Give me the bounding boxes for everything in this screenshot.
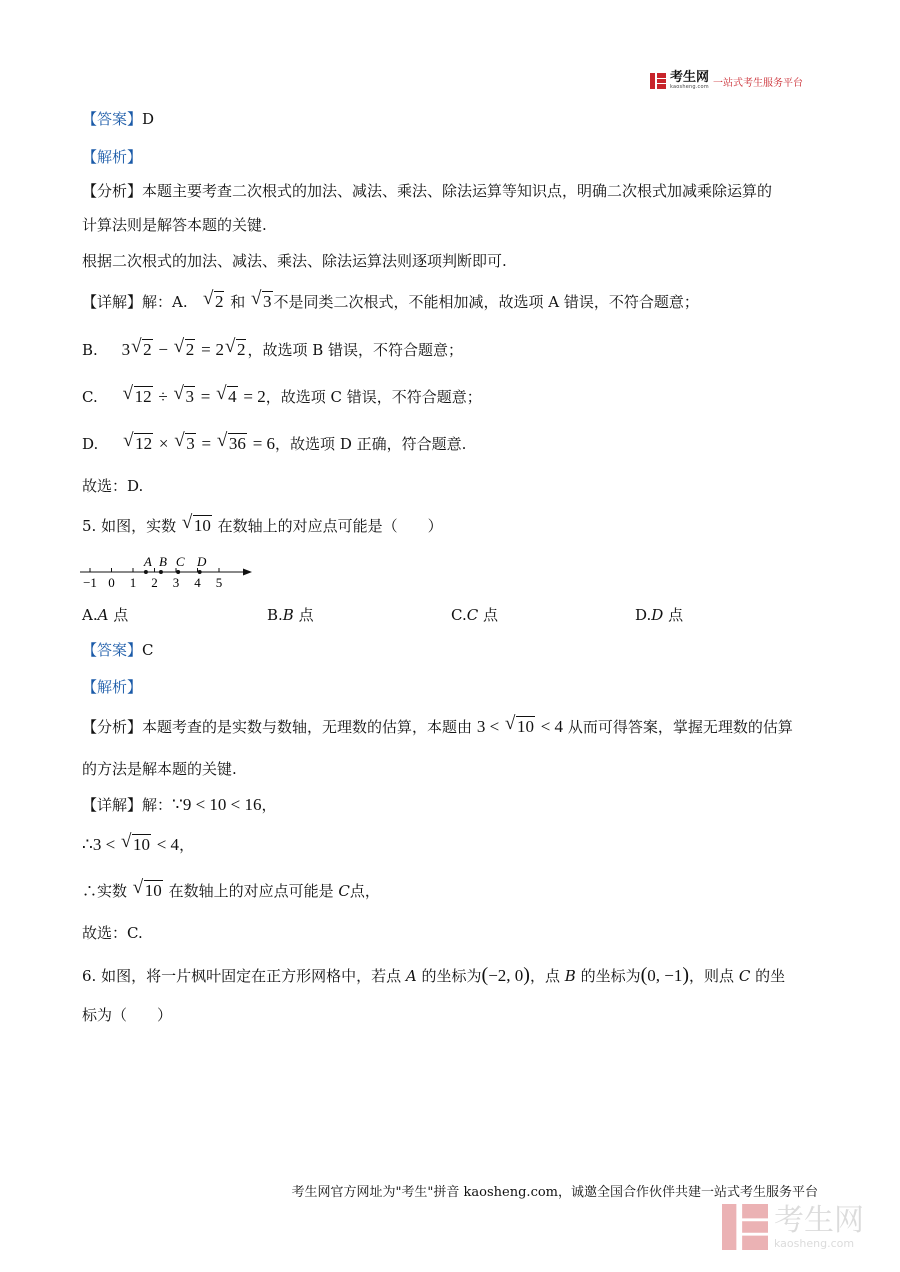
point-label-c: C — [175, 554, 185, 569]
detail-label: 解： — [142, 796, 173, 814]
sqrt-expression: √ 10 — [181, 512, 211, 535]
answer-value: C — [142, 641, 154, 659]
option-text: 点 — [298, 606, 314, 624]
option-letter: B. — [267, 606, 283, 624]
brand-slogan: 一站式考生服务平台 — [713, 77, 804, 89]
header-logo — [650, 72, 803, 90]
option-letter: D. — [635, 606, 652, 624]
option-label: D. — [82, 435, 99, 453]
answer-tag: 【答案】 — [82, 641, 143, 659]
sqrt-expression: √ 36 — [216, 430, 246, 453]
sqrt-expression: √ 3 — [251, 288, 272, 311]
detail-tag: 【详解】 — [82, 796, 143, 814]
coefficient: 2 — [215, 340, 224, 359]
stem-text: 的坐标为 — [421, 967, 482, 985]
coordinate: 0, −1 — [647, 966, 683, 985]
detail-a-text: 不是同类二次根式，不能相加减，故选项 A 错误，不符合题意； — [273, 293, 699, 311]
radicand: 10 — [144, 881, 162, 900]
point-var: B — [564, 967, 576, 985]
detail-b-text: ，故选项 B 错误，不符合题意； — [247, 341, 464, 359]
operator: = — [201, 434, 212, 453]
axis-tick-label: 2 — [151, 575, 158, 590]
watermark-url: kaosheng.com — [774, 1236, 855, 1250]
coordinate: −2, 0 — [488, 966, 524, 985]
q4-detail-c — [82, 383, 482, 408]
axis-tick-label: 5 — [215, 575, 223, 590]
radicand: 10 — [516, 717, 534, 736]
point-var: C — [738, 967, 751, 985]
q6-stem-line1: 6. 如图，将一片枫叶固定在正方形网格中，若点 A 的坐标为(−2, 0)，点 B 的坐标为(0, −1)，则点 C 的坐 — [82, 964, 786, 986]
q5-analysis-line1 — [82, 713, 793, 738]
radicand: 3 — [185, 387, 194, 406]
detail-c-text: ，故选项 C 错误，不符合题意； — [265, 388, 482, 406]
axis-tick-label: 3 — [172, 575, 180, 590]
fenxi-text: 本题主要考查二次根式的加法、减法、乘法、除法运算等知识点，明确二次根式加减乘除运算的 — [142, 182, 773, 200]
axis-tick-label: 4 — [194, 575, 201, 590]
watermark — [722, 1204, 864, 1250]
answer-tag: 【答案】 — [82, 110, 143, 128]
fenxi-text: 本题考查的是实数与数轴，无理数的估算，本题由 — [142, 718, 473, 736]
kaosheng-logo-icon — [650, 73, 666, 89]
sqrt-expression: √ 10 — [132, 877, 162, 900]
sqrt-expression: √ 12 — [122, 383, 152, 406]
sqrt-expression: √ 10 — [120, 831, 150, 854]
q4-detail-a — [82, 288, 699, 313]
operator: × — [158, 434, 169, 453]
punctuation: ， — [261, 796, 277, 814]
q4-detail-b — [82, 336, 464, 361]
option-label: B. — [82, 341, 98, 359]
radicand: 12 — [134, 387, 152, 406]
axis-tick-label: 0 — [108, 575, 115, 590]
option-var: C — [466, 606, 479, 624]
q5-answer-line — [82, 639, 154, 661]
sqrt-expression: √ 2 — [131, 336, 152, 359]
q4-analysis-heading — [82, 146, 142, 168]
operator: = — [201, 340, 211, 359]
inequality: < 4 — [156, 835, 180, 854]
option-letter: A. — [82, 606, 98, 624]
answer-value: D — [142, 110, 155, 128]
stem-text: 在数轴上的对应点可能是（ ） — [217, 517, 443, 535]
q4-analysis-line1 — [82, 180, 772, 202]
radicand: 3 — [186, 434, 195, 453]
radicand: 2 — [236, 340, 246, 359]
option-text: 点 — [482, 606, 498, 624]
radicand: 12 — [135, 434, 153, 453]
stem-text: 的坐 — [755, 967, 786, 985]
q4-analysis-line2: 计算法则是解答本题的关键. — [82, 216, 267, 234]
point-var: A — [405, 967, 417, 985]
punctuation: ， — [179, 836, 195, 854]
brand-name: 考生网 — [670, 70, 710, 85]
analysis-tag: 【解析】 — [82, 148, 143, 166]
coefficient: 3 — [121, 340, 131, 359]
detail-text: 点， — [349, 882, 380, 900]
inequality: ∵9 < 10 < 16 — [172, 795, 262, 814]
detail-text: ∴实数 — [82, 882, 128, 900]
radicand: 2 — [185, 340, 195, 359]
inequality: < 4 — [540, 717, 564, 736]
sqrt-expression: √ 12 — [123, 430, 153, 453]
result: = 2 — [243, 387, 266, 406]
sqrt-expression: √ 2 — [202, 288, 224, 311]
q5-analysis-heading — [82, 676, 142, 698]
radicand: 2 — [143, 340, 152, 359]
q5-detail-line3 — [82, 877, 380, 902]
q4-detail-d — [82, 430, 467, 455]
footer-text: 考生网官方网址为"考生"拼音 kaosheng.com，诚邀全国合作伙伴共建一站式考生服务平台 — [291, 1185, 818, 1200]
option-text: 点 — [668, 606, 684, 624]
option-b[interactable] — [267, 604, 314, 626]
radicand: 2 — [214, 292, 224, 311]
inequality: ∴3 < — [82, 835, 116, 854]
option-text: 点 — [113, 606, 129, 624]
axis-arrow-icon — [243, 569, 252, 576]
option-var: A — [97, 606, 109, 624]
option-a[interactable] — [82, 604, 128, 626]
sqrt-expression: √ 3 — [174, 430, 195, 453]
sqrt-expression: √ 3 — [173, 383, 194, 406]
point-a — [144, 570, 148, 574]
fenxi-text: 从而可得答案，掌握无理数的估算 — [567, 718, 793, 736]
stem-text: 5. 如图，实数 — [82, 517, 177, 535]
axis-tick-label: −1 — [83, 575, 97, 590]
conjunction: 和 — [230, 293, 246, 311]
option-letter: C. — [451, 606, 467, 624]
result: = 6 — [252, 434, 276, 453]
point-label-b: B — [158, 554, 167, 569]
q4-conclusion: 故选：D. — [82, 477, 144, 495]
point-var: C — [338, 882, 350, 900]
point-b — [159, 570, 163, 574]
sqrt-expression: √ 2 — [224, 336, 246, 359]
option-label: C. — [82, 388, 98, 406]
axis-tick-label: 1 — [129, 575, 137, 590]
q5-detail-line1 — [82, 794, 277, 816]
sqrt-expression: √ 2 — [173, 336, 195, 359]
fenxi-tag: 【分析】 — [82, 182, 143, 200]
point-label-d: D — [196, 554, 207, 569]
operator: = — [200, 387, 211, 406]
radicand: 10 — [193, 516, 211, 535]
fenxi-tag: 【分析】 — [82, 718, 143, 736]
point-d — [198, 570, 202, 574]
q5-stem — [82, 512, 443, 537]
radicand: 36 — [228, 434, 246, 453]
stem-text: 6. 如图，将一片枫叶固定在正方形网格中，若点 — [82, 967, 402, 985]
q5-conclusion: 故选：C. — [82, 924, 143, 942]
operator: ÷ — [158, 387, 168, 406]
brand-url: kaosheng.com — [670, 84, 709, 90]
q5-detail-line2 — [82, 831, 195, 856]
q5-analysis-line2: 的方法是解本题的关键. — [82, 760, 237, 778]
detail-tag: 【详解】 — [82, 293, 143, 311]
radicand: 10 — [132, 835, 150, 854]
q6-stem-line2: 标为（ ） — [82, 1006, 173, 1024]
detail-a-label: 解：A. — [142, 293, 188, 311]
point-c — [176, 570, 180, 574]
option-var: B — [282, 606, 294, 624]
option-c[interactable] — [451, 604, 498, 626]
detail-text: 在数轴上的对应点可能是 — [168, 882, 334, 900]
watermark-logo-icon — [722, 1204, 768, 1250]
option-d[interactable] — [635, 604, 683, 626]
number-line — [78, 550, 258, 594]
sqrt-expression: √ 10 — [504, 713, 534, 736]
stem-text: ，则点 — [689, 967, 735, 985]
q4-analysis-line3: 根据二次根式的加法、减法、乘法、除法运算法则逐项判断即可. — [82, 252, 507, 270]
option-var: D — [651, 606, 664, 624]
watermark-brand: 考生网 — [774, 1202, 864, 1238]
operator: − — [158, 340, 169, 359]
sqrt-expression: √ 4 — [216, 383, 237, 406]
stem-text: ，点 — [529, 967, 560, 985]
stem-text: 的坐标为 — [580, 967, 641, 985]
q4-answer-line — [82, 108, 154, 130]
detail-d-text: ，故选项 D 正确，符合题意. — [275, 435, 467, 453]
radicand: 3 — [263, 292, 272, 311]
analysis-tag: 【解析】 — [82, 678, 143, 696]
inequality: 3 < — [476, 717, 500, 736]
point-label-a: A — [143, 554, 152, 569]
radicand: 4 — [228, 387, 237, 406]
